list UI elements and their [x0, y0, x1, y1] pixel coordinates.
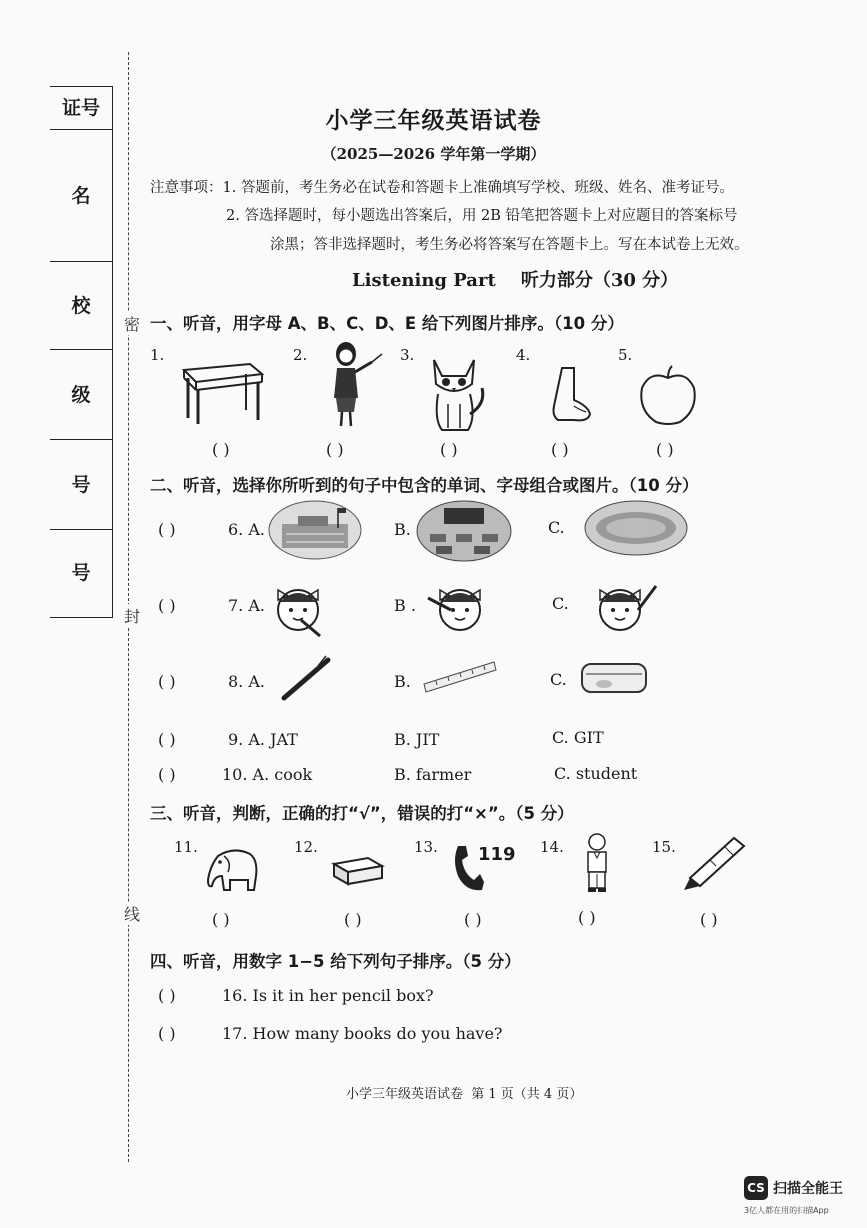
strip-cell-number: 号: [50, 441, 112, 530]
pencil-picture: [680, 830, 748, 892]
q10-option-c: C. student: [554, 764, 638, 783]
p1-num-2: 2.: [293, 346, 308, 364]
girl-ear-picture: [588, 580, 660, 638]
scanner-logo-icon: CS: [744, 1176, 768, 1200]
q17-text: 17. How many books do you have?: [222, 1024, 503, 1043]
girl-eye-picture: [424, 580, 488, 638]
q9-option-a: 9. A. JAT: [228, 730, 298, 749]
notice-line-1: 注意事项：1. 答题前，考生务必在试卷和答题卡上准确填写学校、班级、姓名、准考证号。: [150, 180, 734, 196]
p1-num-3: 3.: [400, 346, 415, 364]
binding-mark-close: 封: [124, 604, 140, 627]
q7-option-c: C.: [552, 594, 569, 613]
binding-mark-line: 线: [124, 902, 140, 925]
playground-picture: [584, 500, 688, 556]
q9-blank[interactable]: ( ): [158, 730, 176, 749]
p1-blank-1[interactable]: ( ): [212, 440, 230, 459]
scanner-app-name: 扫描全能王: [773, 1181, 843, 1197]
strip-cell-class: 级: [50, 351, 112, 440]
p3-num-14: 14.: [540, 838, 564, 856]
strip-cell-name: 名: [50, 131, 112, 262]
q6-option-b: B.: [394, 520, 411, 539]
classroom-picture: [416, 500, 512, 562]
girl-mouth-picture: [268, 580, 332, 638]
term-label: （2025—2026 学年第一学期）: [321, 145, 546, 163]
strip-cell-id: 证号: [50, 87, 112, 130]
binding-strip: [50, 86, 113, 618]
q7-option-b: B .: [394, 596, 416, 615]
p1-blank-4[interactable]: ( ): [551, 440, 569, 459]
p3-blank-12[interactable]: ( ): [344, 910, 362, 929]
p1-num-5: 5.: [618, 346, 633, 364]
scanner-tagline: 3亿人都在用的扫描App: [744, 1206, 829, 1215]
q8-option-c: C.: [550, 670, 567, 689]
p1-num-4: 4.: [516, 346, 531, 364]
p3-blank-11[interactable]: ( ): [212, 910, 230, 929]
notice-line-2: 2. 答选择题时，每小题选出答案后，用 2B 铅笔把答题卡上对应题目的答案标号: [226, 208, 738, 224]
q10-blank[interactable]: ( ): [158, 765, 176, 784]
part1-heading: 一、听音，用字母 A、B、C、D、E 给下列图片排序。（10 分）: [150, 314, 624, 333]
boy-picture: [580, 830, 614, 904]
cat-picture: [424, 354, 490, 434]
listening-part-title: Listening Part 听力部分（30 分）: [352, 270, 679, 291]
strip-cell-exam-number: 号: [71, 562, 91, 584]
q9-option-b: B. JIT: [394, 730, 440, 749]
phone-number-label: 119: [478, 844, 516, 865]
p3-num-11: 11.: [174, 838, 198, 856]
q7-blank[interactable]: ( ): [158, 596, 176, 615]
q6-blank[interactable]: ( ): [158, 520, 176, 539]
p1-num-1: 1.: [150, 346, 165, 364]
q8-option-b: B.: [394, 672, 411, 691]
q6-option-c: C.: [548, 518, 565, 537]
p3-blank-14[interactable]: ( ): [578, 908, 596, 927]
p3-blank-15[interactable]: ( ): [700, 910, 718, 929]
part4-heading: 四、听音，用数字 1−5 给下列句子排序。（5 分）: [150, 952, 521, 971]
binding-mark-seal: 密: [124, 312, 140, 335]
p3-num-13: 13.: [414, 838, 438, 856]
notice-line-3: 涂黑；答非选择题时，考生务必将答案写在答题卡上。写在本试卷上无效。: [270, 237, 749, 253]
q10-option-b: B. farmer: [394, 765, 472, 784]
part3-heading: 三、听音，判断，正确的打“√”，错误的打“×”。（5 分）: [150, 804, 574, 823]
q7-option-a: 7. A.: [228, 596, 265, 615]
foot-picture: [544, 366, 594, 426]
p1-blank-5[interactable]: ( ): [656, 440, 674, 459]
q6-option-a: 6. A.: [228, 520, 265, 539]
q17-blank[interactable]: ( ): [158, 1024, 176, 1043]
q10-option-a: 10. A. cook: [222, 765, 313, 784]
elephant-picture: [204, 846, 264, 894]
eraser-picture: [330, 854, 386, 888]
p1-blank-3[interactable]: ( ): [440, 440, 458, 459]
part2-heading: 二、听音，选择你所听到的句子中包含的单词、字母组合或图片。（10 分）: [150, 476, 699, 495]
pen-picture: [280, 656, 334, 702]
teacher-picture: [324, 340, 384, 432]
pencil-box-picture: [580, 658, 650, 698]
page-footer: 小学三年级英语试卷 第 1 页（共 4 页）: [346, 1087, 583, 1102]
q9-option-c: C. GIT: [552, 728, 604, 747]
q16-blank[interactable]: ( ): [158, 986, 176, 1005]
q16-text: 16. Is it in her pencil box?: [222, 986, 434, 1005]
p3-blank-13[interactable]: ( ): [464, 910, 482, 929]
school-building-picture: [268, 500, 362, 560]
page-title: 小学三年级英语试卷: [325, 108, 542, 134]
p3-num-15: 15.: [652, 838, 676, 856]
apple-picture: [638, 366, 698, 426]
strip-cell-school: 校: [50, 263, 112, 350]
q8-option-a: 8. A.: [228, 672, 265, 691]
desk-picture: [180, 360, 264, 426]
p3-num-12: 12.: [294, 838, 318, 856]
ruler-picture: [422, 656, 498, 696]
p1-blank-2[interactable]: ( ): [326, 440, 344, 459]
q8-blank[interactable]: ( ): [158, 672, 176, 691]
